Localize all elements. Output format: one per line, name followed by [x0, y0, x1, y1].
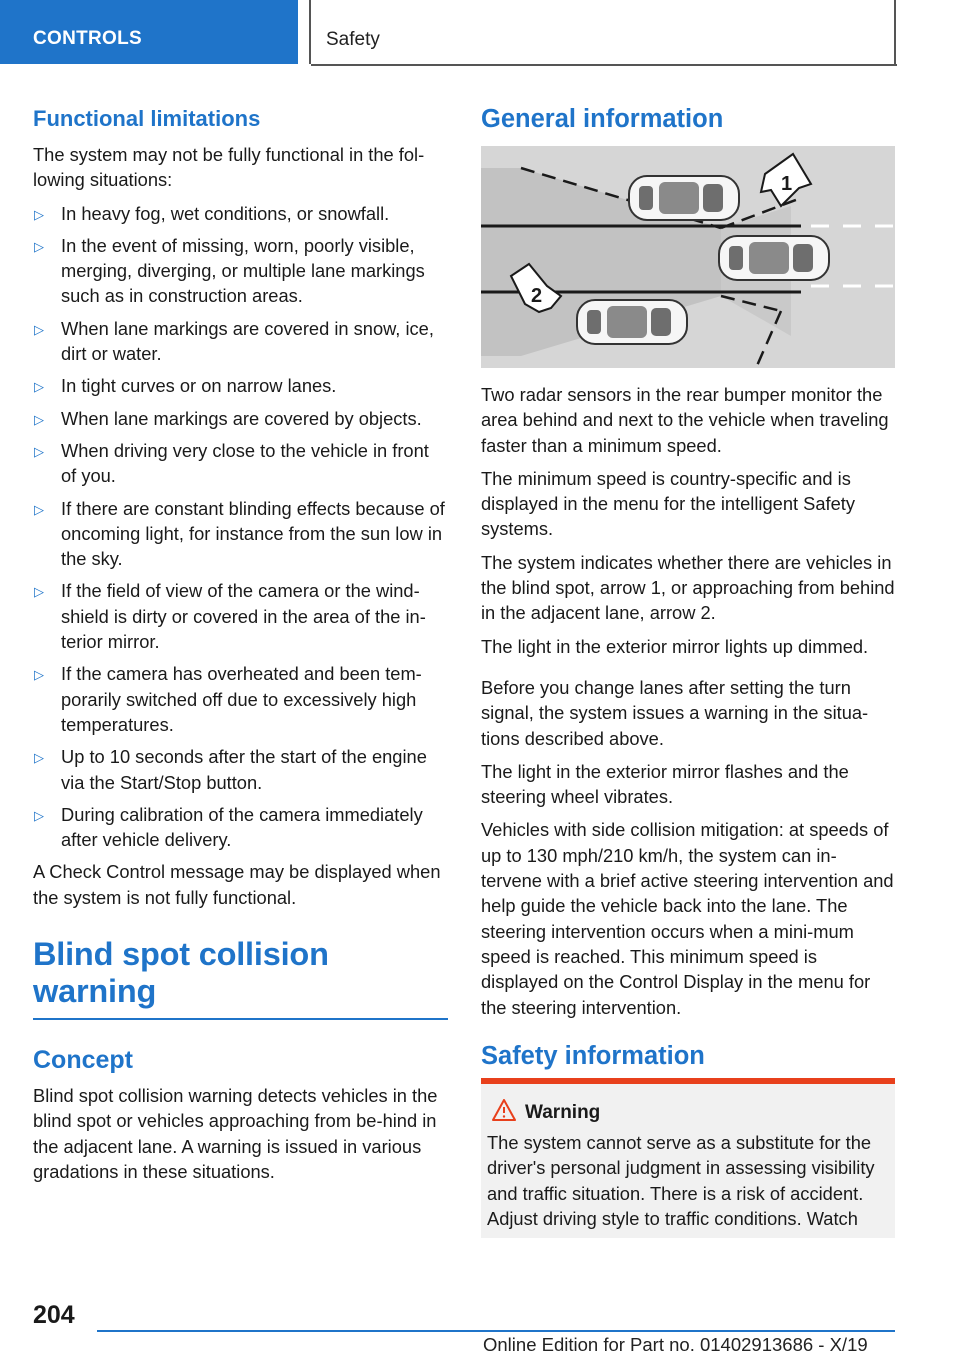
list-item: ▷ In tight curves or on narrow lanes. — [33, 373, 448, 398]
car-icon — [719, 236, 829, 280]
list-item: ▷ In the event of missing, worn, poorly visible, merging, diverging, or multiple lane markings such as in construction areas. — [34, 234, 425, 307]
list-item: ▷ If the camera has overheated and been tem‐porarily switched off due to excessively high temperatures. — [34, 663, 422, 735]
edition-note: Online Edition for Part no. 01402913686 - X/19 — [483, 1334, 868, 1355]
functional-limitations-intro: The system may not be fully functional in the fol‐lowing situations: — [33, 144, 425, 191]
list-item: ▷ During calibration of the camera immediately after vehicle delivery. — [34, 803, 423, 851]
warning-triangle-icon — [492, 1099, 516, 1121]
list-item: ▷ Up to 10 seconds after the start of the engine via the Start/Stop button. — [34, 746, 427, 793]
list-item: ▷ If the field of view of the camera or the wind‐shield is dirty or covered in the area of the in‐terior mirror. — [34, 580, 426, 653]
page-number: 204 — [33, 1301, 75, 1329]
paragraph: Two radar sensors in the rear bumper monitor the area behind and next to the vehicle when traveling faster than a minimum speed. — [481, 384, 889, 456]
chapter-title: Safety — [326, 29, 380, 50]
section-tab: CONTROLS — [0, 0, 298, 64]
left-column — [33, 100, 448, 1192]
bullet-triangle-icon: ▷ — [34, 206, 44, 222]
right-column — [481, 100, 895, 1083]
warning-text: The system cannot serve as a substitute for the driver's personal judgment in assessing visibility and traffic situation. There is a risk of accident. Adjust driving style to traffic conditions. Watch — [487, 1132, 875, 1229]
paragraph: The minimum speed is country-specific and is displayed in the menu for the intelligent Safety systems. — [481, 467, 855, 540]
bullet-triangle-icon: ▷ — [34, 750, 44, 766]
list-item: ▷ When driving very close to the vehicle in front of you. — [34, 439, 429, 487]
concept-heading: Concept — [33, 1046, 133, 1075]
footer-rule — [97, 1330, 895, 1332]
bullet-triangle-icon: ▷ — [34, 501, 44, 517]
bullet-triangle-icon: ▷ — [34, 443, 44, 459]
concept-text: Blind spot collision warning detects vehicles in the blind spot or vehicles approaching from be‐hind in the adjacent lane. A warning is issued in various gradations in these situations. — [33, 1085, 438, 1182]
warning-box — [481, 1078, 895, 1238]
bullet-triangle-icon: ▷ — [34, 667, 44, 683]
arrow-2-label: 2 — [531, 285, 543, 307]
blind-spot-title: Blind spot collision warning — [33, 936, 448, 1020]
functional-limitations-outro: A Check Control message may be displayed when the system is not fully functional. — [33, 861, 441, 908]
list-item: ▷ If there are constant blinding effects because of oncoming light, for instance from the sun low in the sky. — [34, 497, 445, 570]
bullet-triangle-icon: ▷ — [34, 321, 44, 337]
safety-information-heading: Safety information — [481, 1041, 705, 1070]
general-information-heading: General information — [481, 105, 724, 133]
warning-header — [481, 1084, 895, 1124]
functional-limitations-heading: Functional limitations — [33, 106, 261, 131]
bullet-triangle-icon: ▷ — [34, 411, 44, 427]
paragraph: The light in the exterior mirror lights up dimmed. — [481, 635, 869, 657]
car-icon — [577, 300, 687, 344]
list-item: ▷ When lane markings are covered in snow, ice, dirt or water. — [34, 317, 434, 365]
bullet-triangle-icon: ▷ — [34, 379, 44, 395]
bullet-triangle-icon: ▷ — [34, 238, 44, 254]
list-item: ▷ In heavy fog, wet conditions, or snowfall. — [33, 201, 448, 226]
paragraph: Vehicles with side collision mitigation: at speeds of up to 130 mph/210 km/h, the system can in‐tervene with a brief active steering intervention and help guide the vehicle back into the lane. The steering intervention occurs when a mini‐mum speed is reached. This minimum speed is displayed on the Control Display in the menu for the steering intervention. — [481, 819, 894, 1018]
road-diagram — [481, 146, 895, 368]
header-right-border — [894, 0, 896, 64]
paragraph: The light in the exterior mirror flashes and the steering wheel vibrates. — [481, 760, 849, 808]
limitations-list — [33, 201, 448, 853]
header-divider — [309, 0, 311, 64]
warning-label: Warning — [525, 1102, 601, 1123]
blind-spot-illustration — [481, 146, 895, 368]
header-rule — [311, 64, 897, 66]
paragraph: Before you change lanes after setting the turn signal, the system issues a warning in the situa‐tions described above. — [481, 676, 869, 749]
car-icon — [629, 176, 739, 220]
bullet-triangle-icon: ▷ — [34, 807, 44, 823]
bullet-triangle-icon: ▷ — [34, 584, 44, 600]
arrow-1-label: 1 — [781, 173, 793, 195]
list-item: ▷ When lane markings are covered by objects. — [33, 406, 448, 431]
paragraph: The system indicates whether there are vehicles in the blind spot, arrow 1, or approaching from behind in the adjacent lane, arrow 2. — [481, 551, 895, 624]
